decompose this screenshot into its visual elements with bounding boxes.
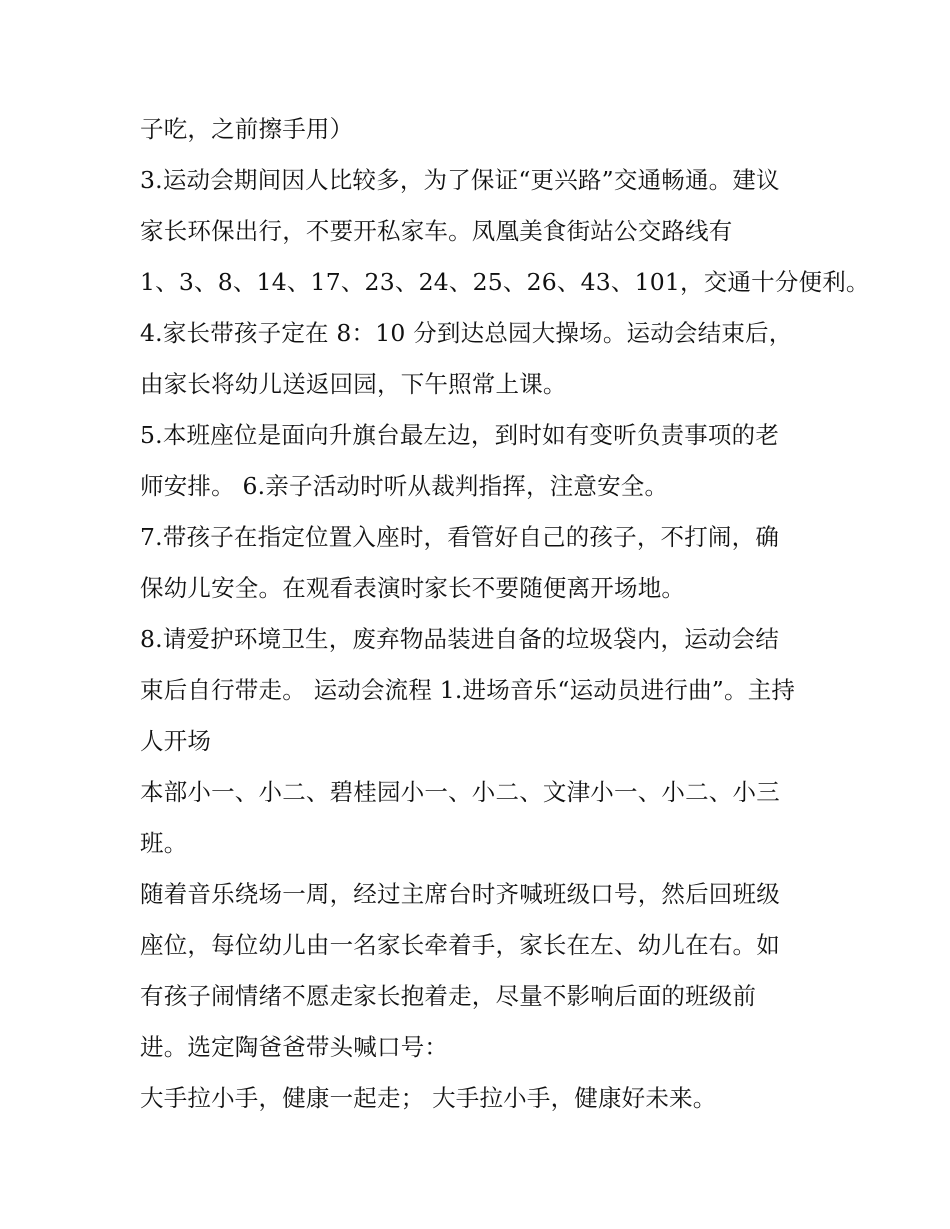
text-line: 本部小一、小二、碧桂园小一、小二、文津小一、小二、小三 [140, 778, 780, 806]
text-line: 师安排。 6.亲子活动时听从裁判指挥，注意安全。 [140, 472, 669, 500]
text-line: 保幼儿安全。在观看表演时家长不要随便离开场地。 [140, 574, 686, 602]
text-line: 8.请爱护环境卫生，废弃物品装进自备的垃圾袋内，运动会结 [140, 625, 780, 653]
text-line: 4.家长带孩子定在 8：10 分到达总园大操场。运动会结束后， [140, 319, 793, 347]
text-line: 人开场 [140, 727, 212, 755]
text-line: 7.带孩子在指定位置入座时，看管好自己的孩子，不打闹，确 [140, 523, 780, 551]
text-line: 座位，每位幼儿由一名家长牵着手，家长在左、幼儿在右。如 [140, 931, 780, 959]
text-line: 5.本班座位是面向升旗台最左边，到时如有变听负责事项的老 [140, 421, 780, 449]
document-body [140, 104, 870, 1124]
text-line: 有孩子闹情绪不愿走家长抱着走，尽量不影响后面的班级前 [140, 982, 757, 1010]
text-line: 由家长将幼儿送返回园，下午照常上课。 [140, 370, 567, 398]
text-line: 进。选定陶爸爸带头喊口号： [140, 1033, 449, 1061]
text-line: 大手拉小手，健康一起走； 大手拉小手，健康好未来。 [140, 1084, 717, 1112]
text-line: 随着音乐绕场一周，经过主席台时齐喊班级口号，然后回班级 [140, 880, 780, 908]
text-line: 1、3、8、14、17、23、24、25、26、43、101，交通十分便利。 [140, 268, 870, 296]
text-line: 家长环保出行，不要开私家车。凤凰美食街站公交路线有 [140, 217, 733, 245]
text-line: 班。 [140, 829, 188, 857]
text-line: 子吃，之前擦手用） [140, 115, 354, 143]
text-line: 束后自行带走。 运动会流程 1.进场音乐“运动员进行曲”。主持 [140, 676, 796, 704]
text-line: 3.运动会期间因人比较多，为了保证“更兴路”交通畅通。建议 [140, 166, 780, 194]
